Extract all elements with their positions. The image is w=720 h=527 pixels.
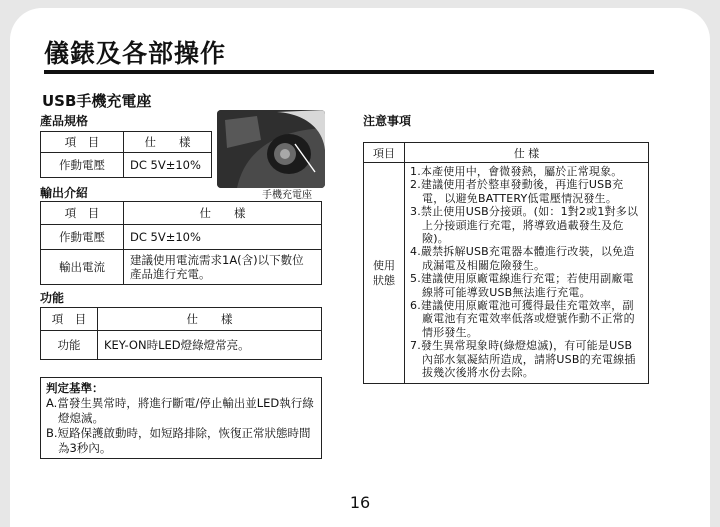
- note-item: 5.建議使用原廠電線進行充電；若使用副廠電線將可能導致USB無法進行充電。: [410, 272, 634, 299]
- usb-charger-illustration: [217, 110, 325, 188]
- function-row: [41, 331, 322, 360]
- note-item: 1.本產使用中，會微發熱，屬於正常現象。: [410, 165, 623, 178]
- judgement-item: B.短路保護啟動時，如短路排除，恢復正常狀態時間為3秒內。: [46, 426, 311, 455]
- spec-row: [41, 153, 212, 178]
- notes-header-row: [364, 143, 649, 163]
- photo-caption: 手機充電座: [262, 190, 312, 201]
- output-row-value: 建議使用電流需求1A(含)以下數位產品進行充電。: [124, 250, 322, 285]
- output-col-item: 項 目: [41, 202, 124, 225]
- notes-col-item: 項目: [364, 143, 405, 163]
- output-col-spec: 仕 樣: [124, 202, 322, 225]
- note-item: 6.建議使用原廠電池可獲得最佳充電效率，副廠電池有充電效率低落或燈號作動不正常的情形發生。: [410, 299, 635, 339]
- manual-page: [10, 8, 710, 527]
- page-number: 16: [349, 493, 371, 512]
- notes-table: [363, 142, 649, 384]
- output-row-label: 輸出電流: [41, 250, 124, 285]
- spec-table: [40, 131, 212, 178]
- judgement-item: A.當發生異常時，將進行斷電/停止輸出並LED執行綠燈熄滅。: [46, 396, 314, 425]
- spec-col-spec: 仕 樣: [124, 132, 212, 153]
- output-row-label: 作動電壓: [41, 225, 124, 250]
- function-header-row: [41, 308, 322, 331]
- judgement-heading: 判定基準：: [46, 381, 104, 395]
- output-row: [41, 225, 322, 250]
- output-header-row: [41, 202, 322, 225]
- notes-heading: 注意事項: [363, 114, 412, 128]
- notes-row: [364, 163, 649, 384]
- notes-col-spec: 仕 樣: [405, 143, 649, 163]
- notes-list: [405, 163, 649, 384]
- spec-header-row: [41, 132, 212, 153]
- spec-heading: 產品規格: [40, 114, 89, 128]
- output-row: [41, 250, 322, 285]
- note-item: 4.嚴禁拆解USB充電器本體進行改裝，以免造成漏電及相關危險發生。: [410, 245, 635, 272]
- function-col-item: 項 目: [41, 308, 98, 331]
- output-row-value: DC 5V±10%: [124, 225, 322, 250]
- spec-row-label: 作動電壓: [41, 153, 124, 178]
- function-row-label: 功能: [41, 331, 98, 360]
- function-row-value: KEY-ON時LED燈綠燈常亮。: [98, 331, 322, 360]
- spec-col-item: 項 目: [41, 132, 124, 153]
- note-item: 2.建議使用者於整車發動後，再進行USB充電，以避免BATTERY低電壓情況發生。: [410, 178, 624, 205]
- function-col-spec: 仕 樣: [98, 308, 322, 331]
- function-table: [40, 307, 322, 360]
- judgement-box: [40, 377, 322, 459]
- usb-charger-photo: [217, 110, 325, 188]
- spec-row-value: DC 5V±10%: [124, 153, 212, 178]
- function-heading: 功能: [40, 291, 65, 305]
- section-title: USB手機充電座: [42, 92, 152, 110]
- title-divider: [44, 70, 654, 74]
- output-table: [40, 201, 322, 285]
- note-item: 7.發生異常現象時(綠燈熄滅)，有可能是USB內部水氣凝結所造成，請將USB的充電線插拔幾次後將水份去除。: [410, 339, 636, 380]
- notes-row-label: 使用狀態: [364, 163, 405, 384]
- note-item: 3.禁止使用USB分接頭。(如：1對2或1對多以上分接頭進行充電，將導致過載發生及危險)。: [410, 205, 639, 246]
- page-title: 儀錶及各部操作: [44, 39, 227, 68]
- output-heading: 輸出介紹: [40, 186, 89, 200]
